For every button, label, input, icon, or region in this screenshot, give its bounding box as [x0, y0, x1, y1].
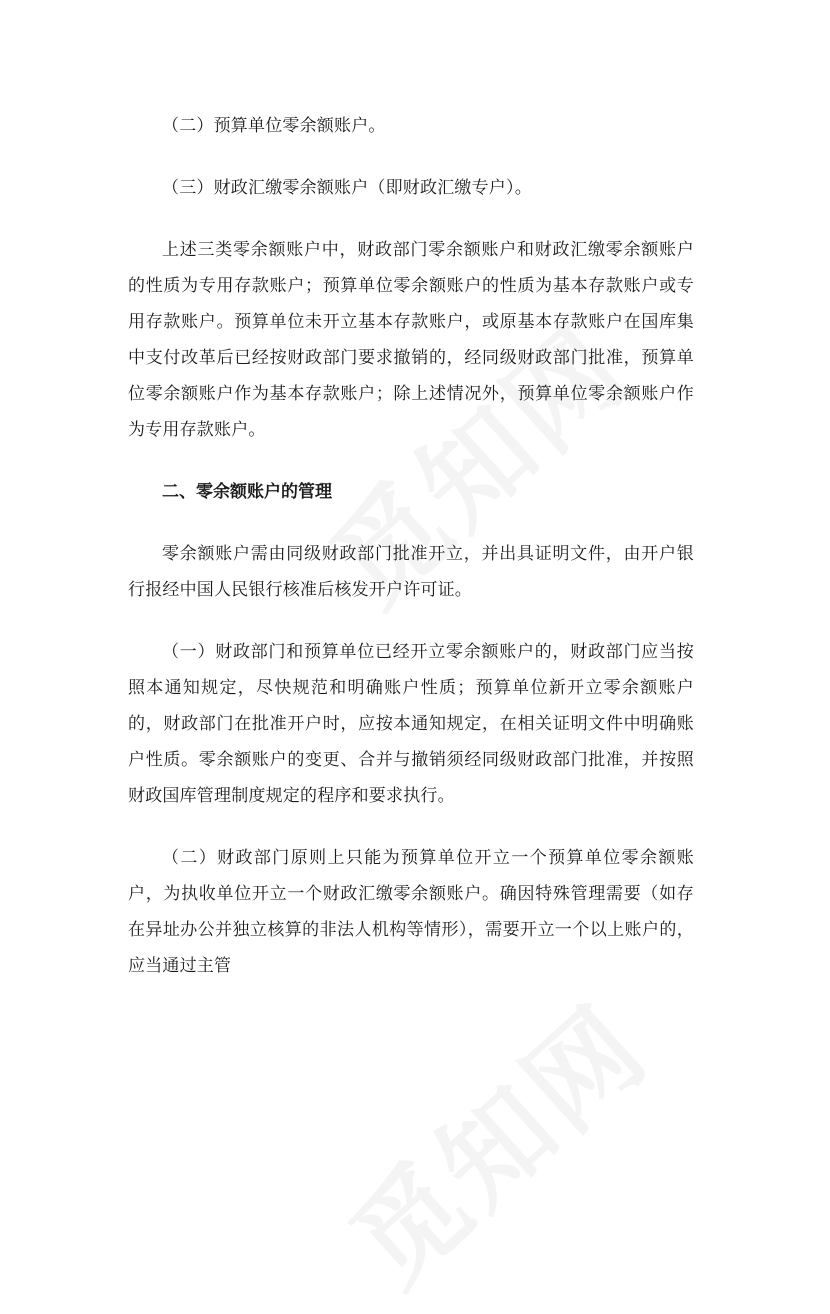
paragraph: （二）财政部门原则上只能为预算单位开立一个预算单位零余额账户，为执收单位开立一个财政汇缴零余额账户。确因特殊管理需要（如存在异址办公并独立核算的非法人机构等情形），需要开立一个以上账户的，应当通过主管: [128, 848, 694, 976]
paragraph: 上述三类零余额账户中，财政部门零余额账户和财政汇缴零余额账户的性质为专用存款账户；预算单位零余额账户的性质为基本存款账户或专用存款账户。预算单位未开立基本存款账户，或原基本存款账户在国库集中支付改革后已经按财政部门要求撤销的，经同级财政部门批准，预算单位零余额账户作为基本存款账户；除上述情况外，预算单位零余额账户作为专用存款账户。: [128, 240, 694, 440]
section-heading: 二、零余额账户的管理: [162, 482, 332, 502]
document-body: [128, 108, 694, 984]
paragraph: （三）财政汇缴零余额账户（即财政汇缴专户）。: [162, 178, 532, 198]
paragraph: 零余额账户需由同级财政部门批准开立，并出具证明文件，由开户银行报经中国人民银行核准后核发开户许可证。: [128, 544, 694, 600]
paragraph: （二）预算单位零余额账户。: [162, 116, 386, 136]
paragraph: （一）财政部门和预算单位已经开立零余额账户的，财政部门应当按照本通知规定，尽快规范和明确账户性质；预算单位新开立零余额账户的，财政部门在批准开户时，应按本通知规定，在相关证明文件中明确账户性质。零余额账户的变更、合并与撤销须经同级财政部门批准，并按照财政国库管理制度规定的程序和要求执行。: [128, 642, 694, 806]
watermark-logo: [312, 964, 676, 1314]
